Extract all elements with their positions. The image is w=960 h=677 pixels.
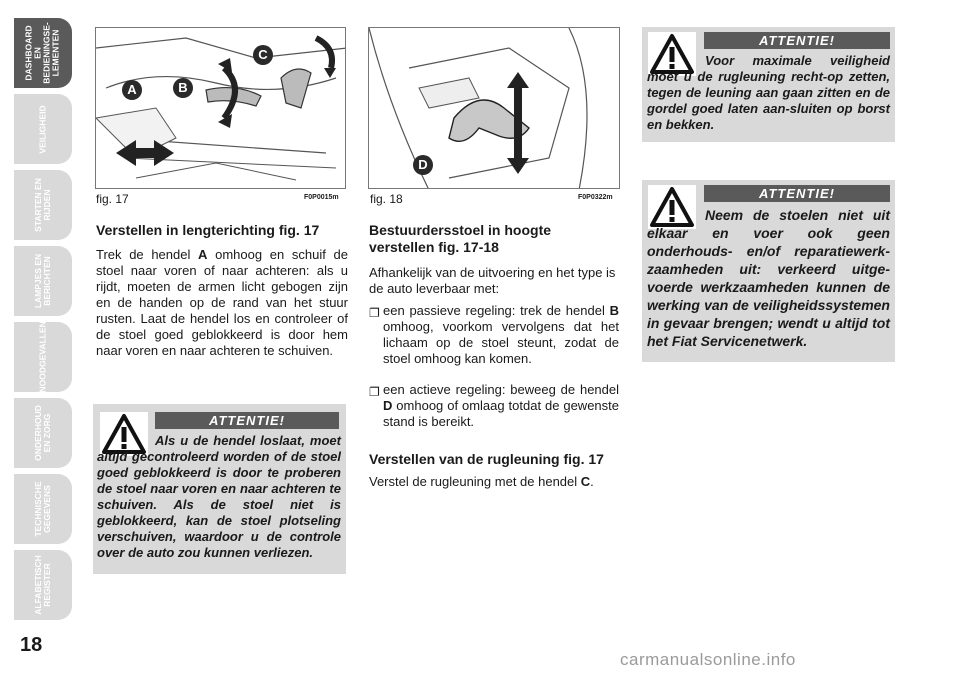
tab-veiligheid[interactable]: VEILIGHEID — [14, 94, 72, 164]
tab-dashboard[interactable]: DASHBOARD EN BEDIENINGSE- LEMENTEN — [14, 18, 72, 88]
length-paragraph: Trek de hendel A omhoog en schuif de stoel naar voren of naar achteren: als u rijdt, moeten de armen licht gebogen zijn en de handen op de rand van het stuur rusten. Laat de hendel los en controleer of de stoel goed geblokkeerd is door hem naar voren en naar achteren te schuiven. — [96, 247, 348, 358]
bullet-passive: ❐ een passieve regeling: trek de hendel B omhoog, voorkom vervolgens dat het lichaam op de stoel steunt, zodat de stoel omhoog kan komen. — [369, 303, 619, 366]
warning-box-service — [642, 180, 895, 362]
height-intro: Afhankelijk van de uitvoering en het type is de auto leverbaar met: — [369, 265, 616, 296]
figure-17 — [95, 27, 346, 189]
warning-text: Neem de stoelen niet uit elkaar en voer ook geen onderhouds- en/of reparatiewerk-zaamheden uit: verkeerd uitge-voerde werkzaamheden kunnen de werking van de veiligheidssystemen in gevaar brengen; wendt u altijd tot het Fiat Servicenetwerk. — [647, 207, 890, 349]
checkbox-icon: ❐ — [369, 306, 380, 320]
tab-alfabetisch-register[interactable]: ALFABETISCH REGISTER — [14, 550, 72, 620]
footer-watermark: carmanualsonline.info — [620, 650, 796, 669]
callout-c: C — [253, 45, 273, 65]
warning-title: ATTENTIE! — [704, 185, 890, 202]
callout-a: A — [122, 80, 142, 100]
callout-d: D — [413, 155, 433, 175]
tab-lampjes-en-berichten[interactable]: LAMPJES EN BERICHTEN — [14, 246, 72, 316]
figure-17-caption: fig. 17 — [96, 192, 129, 206]
warning-text: Voor maximale veiligheid moet u de rugleuning recht-op zetten, tegen de leuning aan gaan zitten en de gordel goed laten aan-sluiten op borst en bekken. — [647, 53, 890, 132]
warning-text: Als u de hendel loslaat, moet altijd gecontroleerd worden of de stoel goed geblokkeerd is door te proberen de stoel naar voren en naar achteren te schuiven. Als de stoel niet is geblokkeerd, kan de stoel plotseling verschuiven, waardoor u de controle over de auto zou kunnen verliezen. — [97, 433, 341, 560]
seat-height-lever-illustration — [369, 28, 620, 189]
figure-18-caption: fig. 18 — [370, 192, 403, 206]
figure-18-code: F0P0322m — [578, 194, 613, 201]
tab-onderhoud-en-zorg[interactable]: ONDERHOUD EN ZORG — [14, 398, 72, 468]
checkbox-icon: ❐ — [369, 385, 380, 399]
warning-title: ATTENTIE! — [155, 412, 339, 429]
callout-b: B — [173, 78, 193, 98]
figure-17-code: F0P0015m — [304, 194, 339, 201]
warning-title: ATTENTIE! — [704, 32, 890, 49]
tab-technische-gegevens[interactable]: TECHNISCHE GEGEVENS — [14, 474, 72, 544]
seat-lever-illustration — [96, 28, 346, 189]
section-heading-length: Verstellen in lengterichting fig. 17 — [96, 222, 320, 238]
figure-18 — [368, 27, 620, 189]
warning-box-lever — [93, 404, 346, 574]
page-number: 18 — [20, 634, 43, 656]
tab-noodgevallen[interactable]: NOODGEVALLEN — [14, 322, 72, 392]
section-heading-height: Bestuurdersstoel in hoogte verstellen fig. 17-18 — [369, 222, 552, 255]
bullet-active: ❐ een actieve regeling: beweeg de hendel D omhoog of omlaag totdat de gewenste stand is bereikt. — [369, 382, 619, 429]
backrest-paragraph: Verstel de rugleuning met de hendel C. — [369, 474, 594, 489]
tab-starten-en-rijden[interactable]: STARTEN EN RIJDEN — [14, 170, 72, 240]
section-heading-backrest: Verstellen van de rugleuning fig. 17 — [369, 451, 604, 467]
warning-box-backrest — [642, 27, 895, 142]
